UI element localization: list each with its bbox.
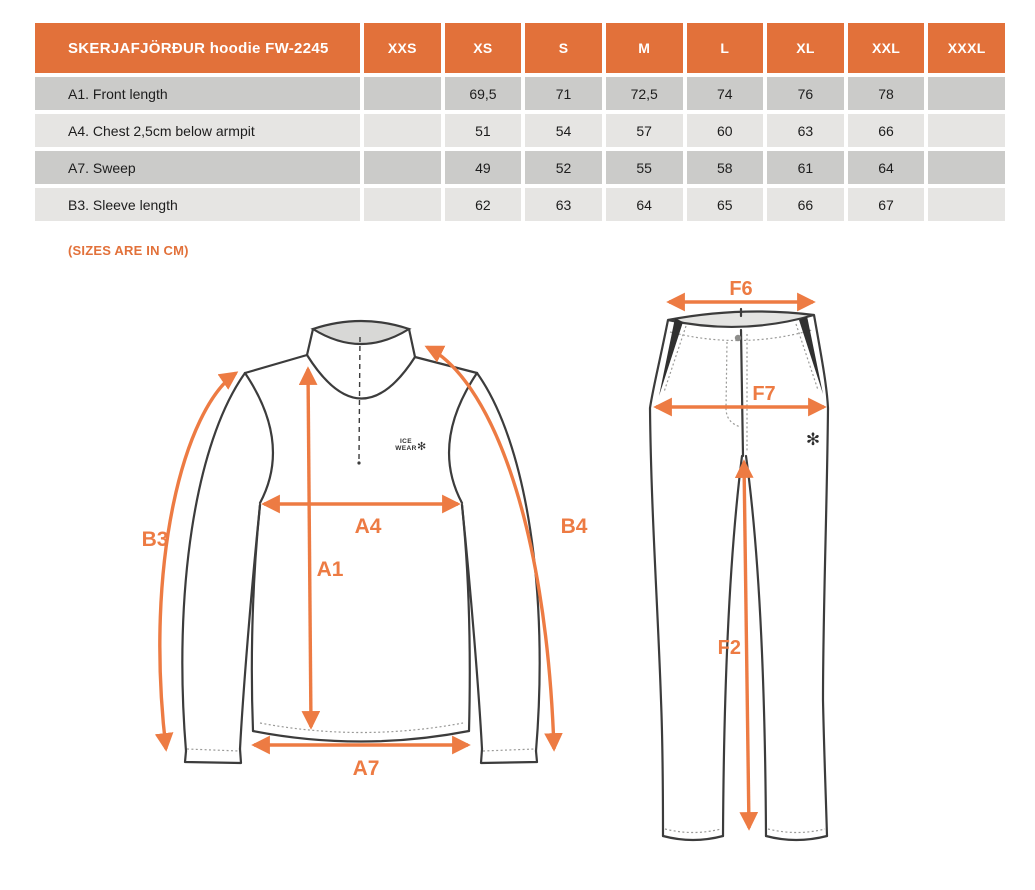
size-value: 49 xyxy=(445,151,522,184)
size-value: 64 xyxy=(606,188,683,221)
left-hem-stitch xyxy=(665,829,721,833)
left-outer-seam xyxy=(650,320,668,836)
size-value xyxy=(928,151,1005,184)
collar-opening xyxy=(313,321,409,344)
column-header: XXS xyxy=(364,23,441,73)
left-pocket xyxy=(659,318,683,396)
column-header: XL xyxy=(767,23,844,73)
right-cuff-stitch xyxy=(483,749,535,751)
size-table xyxy=(35,23,1005,221)
right-pocket xyxy=(799,316,823,394)
size-value: 52 xyxy=(525,151,602,184)
size-value: 78 xyxy=(848,77,925,110)
row-label: A4. Chest 2,5cm below armpit xyxy=(35,114,360,147)
body-sides xyxy=(252,505,470,731)
hem-stitch xyxy=(260,723,463,733)
a1-arrow xyxy=(308,369,311,727)
fly-stitch xyxy=(726,342,741,427)
b3-label: B3 xyxy=(141,528,169,551)
hoodie-diagram xyxy=(140,293,610,803)
right-hem xyxy=(766,836,827,840)
size-value: 62 xyxy=(445,188,522,221)
f2-arrow xyxy=(744,462,749,828)
size-value: 72,5 xyxy=(606,77,683,110)
size-value: 76 xyxy=(767,77,844,110)
raglan-seams xyxy=(245,373,477,503)
size-value: 74 xyxy=(687,77,764,110)
front-seam xyxy=(741,330,743,456)
size-value xyxy=(364,151,441,184)
row-label: A7. Sweep xyxy=(35,151,360,184)
column-header: L xyxy=(687,23,764,73)
f7-label: F7 xyxy=(752,383,776,405)
zipper-pull xyxy=(357,461,360,464)
a4-label: A4 xyxy=(354,515,382,538)
brand-logo-line2: WEAR xyxy=(395,445,417,452)
b4-label: B4 xyxy=(560,515,588,538)
size-value: 58 xyxy=(687,151,764,184)
left-sleeve xyxy=(182,373,260,751)
a7-label: A7 xyxy=(352,757,380,780)
column-header: XXL xyxy=(848,23,925,73)
table-title: SKERJAFJÖRÐUR hoodie FW-2245 xyxy=(35,23,360,73)
b3-arrow xyxy=(160,373,236,749)
size-value xyxy=(928,188,1005,221)
right-hem-stitch xyxy=(768,829,825,833)
size-value: 63 xyxy=(525,188,602,221)
left-hem xyxy=(663,836,723,840)
size-value xyxy=(928,114,1005,147)
size-value xyxy=(928,77,1005,110)
row-label: B3. Sleeve length xyxy=(35,188,360,221)
size-value: 55 xyxy=(606,151,683,184)
size-value: 67 xyxy=(848,188,925,221)
snowflake-icon: ✻ xyxy=(417,440,427,453)
size-value: 60 xyxy=(687,114,764,147)
size-value: 65 xyxy=(687,188,764,221)
units-note: (SIZES ARE IN CM) xyxy=(68,243,189,258)
snowflake-icon: ✻ xyxy=(805,430,821,450)
column-header: S xyxy=(525,23,602,73)
pants-diagram xyxy=(630,280,860,865)
f2-label: F2 xyxy=(717,637,741,659)
size-value: 66 xyxy=(848,114,925,147)
right-sleeve xyxy=(462,373,540,751)
size-value: 51 xyxy=(445,114,522,147)
size-value xyxy=(364,188,441,221)
size-value: 66 xyxy=(767,188,844,221)
size-value: 69,5 xyxy=(445,77,522,110)
size-value: 57 xyxy=(606,114,683,147)
b4-arrow xyxy=(427,347,554,749)
waist-button xyxy=(735,335,741,341)
column-header: XS xyxy=(445,23,522,73)
left-cuff-stitch xyxy=(187,749,239,751)
size-value: 64 xyxy=(848,151,925,184)
size-value: 54 xyxy=(525,114,602,147)
brand-logo-line1: ICE xyxy=(399,438,413,445)
column-header: M xyxy=(606,23,683,73)
a1-label: A1 xyxy=(316,558,344,581)
neckline xyxy=(307,355,415,399)
size-value xyxy=(364,77,441,110)
column-header: XXXL xyxy=(928,23,1005,73)
size-value: 71 xyxy=(525,77,602,110)
size-value: 61 xyxy=(767,151,844,184)
size-value: 63 xyxy=(767,114,844,147)
row-label: A1. Front length xyxy=(35,77,360,110)
right-outer-seam xyxy=(814,315,828,836)
size-value xyxy=(364,114,441,147)
f6-label: F6 xyxy=(729,280,753,300)
